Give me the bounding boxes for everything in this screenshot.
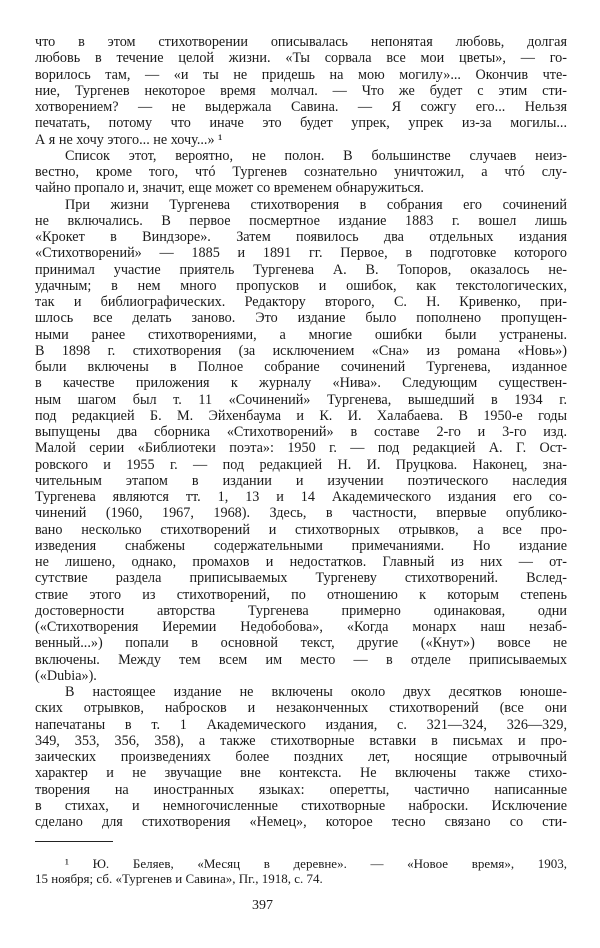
text-line: в стихах, и немногочисленные стихотворные наброски. Исключение xyxy=(35,797,567,814)
text-line: хотворением? — не выдержала Савина. — Я сожгу его... Нельзя xyxy=(35,99,567,115)
paragraph xyxy=(35,197,567,685)
text-line: сутствие раздела приписываемых Тургеневу стихотворений. Вслед- xyxy=(35,570,567,587)
text-line: удачным; в нем много пропусков и ошибок, как текстологических, xyxy=(35,277,567,294)
text-line: были включены в Полное собрание сочинений Тургенева, изданное xyxy=(35,359,567,375)
text-line: характер и не звучащие вне контекста. Не включены также стихо- xyxy=(35,765,567,782)
text-line: чайно пропало и, значит, еще может со временем обнаружиться. xyxy=(35,180,424,197)
text-line: В настоящее издание не включены около двух десятков юноше- xyxy=(65,684,567,700)
text-line: сделано для стихотворения «Немец», которое тесно связано со сти- xyxy=(35,814,567,830)
text-line: чинений (1960, 1967, 1968). Здесь, в частности, впервые опублико- xyxy=(35,505,567,522)
text-line: достоверности авторства Тургенева примерно одинаковая, одни xyxy=(35,602,567,619)
text-line: не лишено, однако, промахов и недостатков. Главный из них — от- xyxy=(35,554,567,570)
text-line: «Стихотворений» — 1885 и 1891 гг. Первое, в подготовке которого xyxy=(35,245,567,262)
text-line: («Стихотворения Иеремии Недобобова», «Когда монарх наш незаб- xyxy=(35,619,567,635)
footnotes xyxy=(35,856,567,886)
text-line: чительным этапом в издании и изучении поэтического наследия xyxy=(35,472,567,489)
text-line: Тургенева являются тт. 1, 13 и 14 Академического издания его со- xyxy=(35,489,567,505)
text-line: ными ранее стихотворениями, а многие ошибки были устранены. xyxy=(35,326,567,343)
text-line: ворилось там, — «и ты не придешь на мою могилу»... Окончив чте- xyxy=(35,66,567,83)
text-line: заических произведениях более поздних лет, носящие отрывочный xyxy=(35,749,567,765)
text-line: что в этом стихотворении описывалась непонятая любовь, долгая xyxy=(35,34,567,50)
text-line: ровского и 1955 г. — под редакцией Н. И. Пруцкова. Наконец, зна- xyxy=(35,456,567,473)
text-line: Список этот, вероятно, не полон. В большинстве случаев неиз- xyxy=(65,147,567,164)
page-number: 397 xyxy=(252,898,273,913)
paragraph xyxy=(35,148,567,197)
text-line: не включались. В первое посмертное издание 1883 г. вошел лишь xyxy=(35,212,567,229)
text-line: ным шагом был т. 11 «Сочинений» Тургенева, вышедший в 1934 г. xyxy=(35,391,567,408)
text-line: напечатаны в т. 1 Академического издания, с. 321—324, 326—329, xyxy=(35,716,567,733)
text-line: выпущены два сборника «Стихотворений» в составе 2-го и 3-го изд. xyxy=(35,424,567,440)
text-line: принимал участие приятель Тургенева А. В. Топоров, оказалось не- xyxy=(35,261,567,278)
footnote-line: ¹ Ю. Беляев, «Месяц в деревне». — «Новое время», 1903, xyxy=(65,856,567,871)
text-line: ствие этого из стихотворений, по отношению к которым степень xyxy=(35,586,567,603)
text-line: При жизни Тургенева стихотворения в собрания его сочинений xyxy=(65,196,567,213)
text-line: Малой серии «Библиотеки поэта»: 1950 г. — под редакцией А. Г. Ост- xyxy=(35,440,567,457)
text-line: В 1898 г. стихотворения (за исключением «Сна» из романа «Новь») xyxy=(35,342,567,359)
text-line: вестно, кроме того, чтó Тургенев сознательно уничтожил, а чтó слу- xyxy=(35,164,567,180)
text-line: ских отрывков, набросков и незаконченных стихотворений (все они xyxy=(35,700,567,717)
paragraph xyxy=(35,684,567,830)
text-line: любовь в течение целой жизни. «Ты сорвала все мои цветы», — го- xyxy=(35,50,567,67)
text-line: изведения снабжены содержательными примечаниями. Но издание xyxy=(35,537,567,554)
text-line: вано несколько стихотворений и стихотворных отрывков, а все про- xyxy=(35,521,567,538)
body-text xyxy=(35,34,567,830)
text-line: под редакцией Б. М. Эйхенбаума и К. И. Халабаева. В 1950-е годы xyxy=(35,407,567,424)
text-line: включены. Между тем всем им место — в отделе приписываемых xyxy=(35,651,567,668)
text-line: творения на иностранных языках: оперетты, частично написанные xyxy=(35,781,567,798)
paragraph xyxy=(35,34,567,148)
text-line: ние, Тургенев некоторое время молчал. — Что же будет с этим сти- xyxy=(35,82,567,99)
text-line: венный...») попали в основной текст, другие («Кнут») вовсе не xyxy=(35,635,567,652)
text-line: так и библиографических. Редактору второго, С. Н. Кривенко, при- xyxy=(35,294,567,310)
text-line: «Крокет в Виндзоре». Затем появилось два отдельных издания xyxy=(35,229,567,245)
text-line: А я не хочу этого... не хочу...» ¹ xyxy=(35,131,223,148)
text-line: («Dubia»). xyxy=(35,667,97,684)
footnote-line: 15 ноября; сб. «Тургенев и Савина», Пг., 1918, с. 74. xyxy=(35,871,323,886)
text-line: в качестве приложения к журналу «Нива». Следующим существен- xyxy=(35,375,567,392)
text-line: 349, 353, 356, 358), а также стихотворные вставки в письмах и про- xyxy=(35,732,567,749)
footnote-divider xyxy=(35,841,113,842)
text-line: печатать, потому что иначе это будет упрек, упрек из-за могилы... xyxy=(35,115,567,132)
text-line: шлось все делать заново. Это издание было пополнено пропущен- xyxy=(35,310,567,327)
